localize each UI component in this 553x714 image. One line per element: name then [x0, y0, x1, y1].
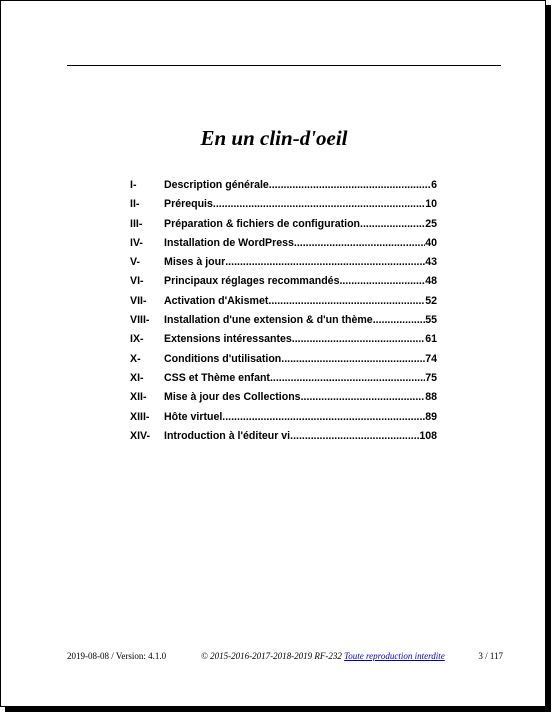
toc-entry[interactable]: [130, 256, 437, 275]
toc-entry-page: 25: [425, 217, 437, 230]
toc-entry-page: 48: [425, 275, 437, 288]
toc-entry[interactable]: [130, 391, 437, 410]
toc-entry[interactable]: [130, 179, 437, 198]
toc-dot-leader: [290, 430, 419, 442]
toc-entry-number: VI-: [130, 275, 144, 288]
toc-entry-page: 108: [419, 429, 437, 442]
toc-entry-page: 43: [425, 256, 437, 269]
toc-entry-page: 40: [425, 236, 437, 249]
footer-copyright-block: [201, 651, 445, 661]
toc-entry[interactable]: [130, 275, 437, 294]
toc-entry-label: Installation d'une extension & d'un thème: [164, 314, 373, 327]
toc-dot-leader: [269, 179, 431, 191]
toc-dot-leader: [373, 314, 426, 326]
toc-entry[interactable]: [130, 333, 437, 352]
toc-entry-number: V-: [130, 256, 141, 269]
toc-entry-label: Extensions intéressantes: [164, 333, 292, 346]
toc-entry-number: VIII-: [130, 314, 150, 327]
toc-dot-leader: [213, 198, 425, 210]
toc-dot-leader: [281, 353, 425, 365]
footer-date-version: 2019-08-08 / Version: 4.1.0: [67, 651, 167, 661]
toc-entry-page: 55: [425, 314, 437, 327]
toc-entry-number: II-: [130, 198, 140, 211]
toc-entry-number: XIII-: [130, 410, 150, 423]
toc-entry-label: Prérequis: [164, 198, 213, 211]
toc-entry-number: X-: [130, 352, 141, 365]
toc-dot-leader: [294, 237, 425, 249]
toc-entry-label: Principaux réglages recommandés: [164, 275, 340, 288]
toc-entry[interactable]: [130, 411, 437, 430]
toc-entry[interactable]: [130, 218, 437, 237]
page-title: En un clin-d'oeil: [200, 126, 348, 150]
toc-dot-leader: [222, 411, 425, 423]
toc-entry-label: Installation de WordPress: [164, 236, 294, 249]
toc-entry[interactable]: [130, 237, 437, 256]
header-rule: [67, 65, 501, 66]
toc-dot-leader: [292, 333, 425, 345]
toc-entry-number: XI-: [130, 371, 144, 384]
toc-entry[interactable]: [130, 198, 437, 217]
toc-dot-leader: [339, 275, 425, 287]
footer-copyright: © 2015-2016-2017-2018-2019 RF-232: [201, 651, 342, 661]
toc-entry-page: 6: [431, 179, 437, 191]
toc-dot-leader: [301, 391, 426, 403]
toc-entry-page: 52: [425, 294, 437, 307]
toc-entry-page: 61: [425, 333, 437, 346]
toc-entry-number: IV-: [130, 236, 143, 249]
footer-page-indicator: 3 / 117: [478, 651, 503, 661]
toc-entry-label: Préparation & fichiers de configuration: [164, 217, 361, 230]
toc-entry-label: CSS et Thème enfant: [164, 371, 270, 384]
toc-entry-label: Introduction à l'éditeur vi: [164, 429, 291, 442]
toc-entry-label: Activation d'Akismet: [164, 294, 269, 307]
toc-entry[interactable]: [130, 353, 437, 372]
toc-entry-label: Hôte virtuel: [164, 410, 223, 423]
toc-entry[interactable]: [130, 430, 437, 449]
table-of-contents: [130, 179, 437, 449]
toc-entry-label: Mise à jour des Collections: [164, 391, 301, 404]
toc-dot-leader: [270, 372, 425, 384]
toc-dot-leader: [360, 218, 425, 230]
toc-entry-number: XIV-: [130, 429, 151, 442]
toc-entry[interactable]: [130, 314, 437, 333]
toc-entry-label: Mises à jour: [164, 256, 226, 269]
toc-entry-number: XII-: [130, 391, 147, 404]
toc-entry-page: 89: [425, 410, 437, 423]
toc-entry-label: Conditions d'utilisation: [164, 352, 282, 365]
toc-entry-number: III-: [130, 217, 143, 230]
toc-dot-leader: [268, 295, 425, 307]
toc-entry-page: 10: [425, 198, 437, 211]
toc-entry-page: 75: [425, 371, 437, 384]
toc-entry-number: I-: [130, 179, 137, 191]
toc-entry[interactable]: [130, 372, 437, 391]
footer-reproduction-link[interactable]: Toute reproduction interdite: [344, 651, 445, 661]
toc-entry-label: Description générale: [164, 179, 269, 191]
toc-entry-number: IX-: [130, 333, 144, 346]
toc-dot-leader: [225, 256, 425, 268]
toc-entry-page: 74: [425, 352, 437, 365]
toc-entry-number: VII-: [130, 294, 147, 307]
toc-entry-page: 88: [425, 391, 437, 404]
toc-entry[interactable]: [130, 295, 437, 314]
